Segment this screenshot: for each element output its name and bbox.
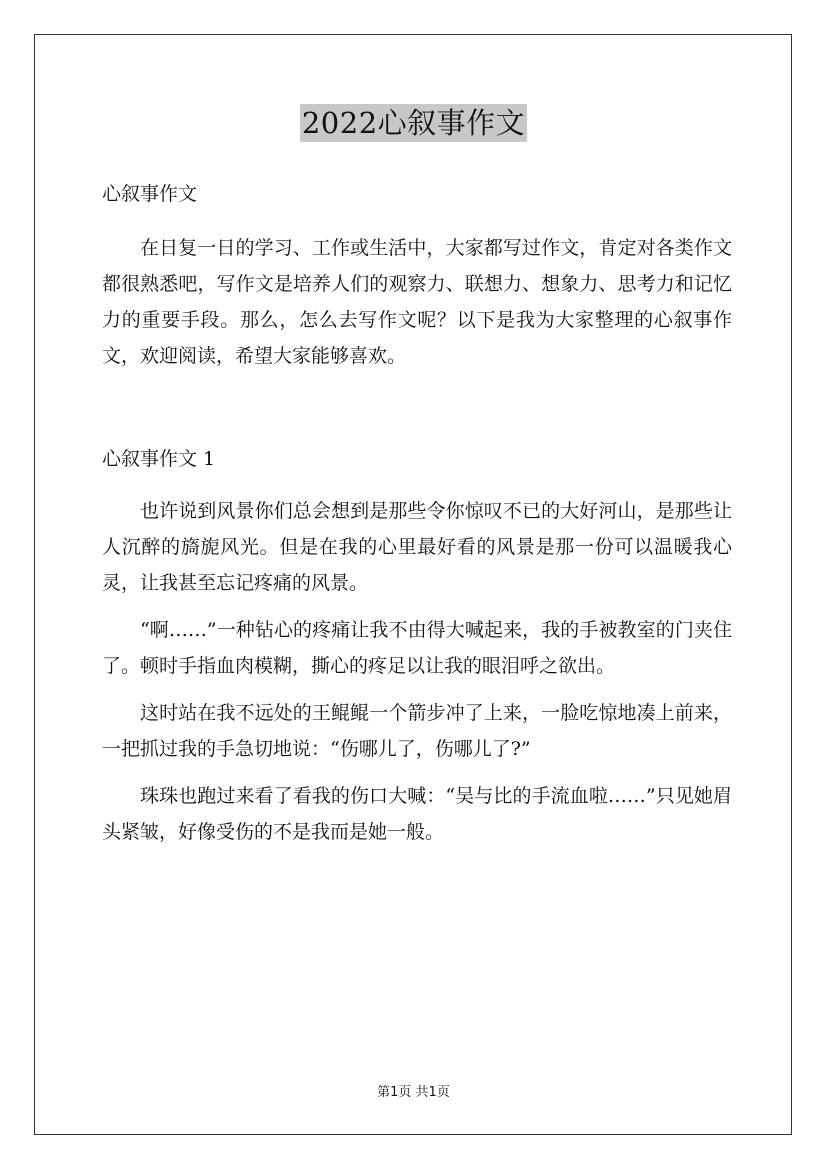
intro-paragraph: 在日复一日的学习、工作或生活中，大家都写过作文，肯定对各类作文都很熟悉吧，写作文是培养人们的观察力、联想力、想象力、思考力和记忆力的重要手段。那么，怎么去写作文呢？以下是我为大家整理的心叙事作文，欢迎阅读，希望大家能够喜欢。	[102, 237, 732, 367]
document-body	[102, 176, 732, 850]
page-footer: 第1页 共1页	[377, 1085, 450, 1100]
essay-paragraph-1: 也许说到风景你们总会想到是那些令你惊叹不已的大好河山，是那些让人沉醉的旖旎风光。但是在我的心里最好看的风景是那一份可以温暖我心灵，让我甚至忘记疼痛的风景。	[102, 500, 732, 594]
document-title: 2022心叙事作文	[301, 106, 526, 140]
section-heading-essay-1: 心叙事作文 1	[102, 448, 216, 470]
section-heading-intro: 心叙事作文	[102, 183, 198, 205]
essay-paragraph-3: 这时站在我不远处的王鲲鲲一个箭步冲了上来，一脸吃惊地凑上前来，一把抓过我的手急切地说：“伤哪儿了，伤哪儿了?”	[102, 702, 732, 760]
essay-paragraph-2: “啊……”一种钻心的疼痛让我不由得大喊起来，我的手被教室的门夹住了。顿时手指血肉模糊，撕心的疼足以让我的眼泪呼之欲出。	[102, 619, 732, 677]
title-container	[0, 104, 827, 142]
essay-paragraph-4: 珠珠也跑过来看了看我的伤口大喊：“吴与比的手流血啦……”只见她眉头紧皱，好像受伤的不是我而是她一般。	[102, 785, 732, 843]
